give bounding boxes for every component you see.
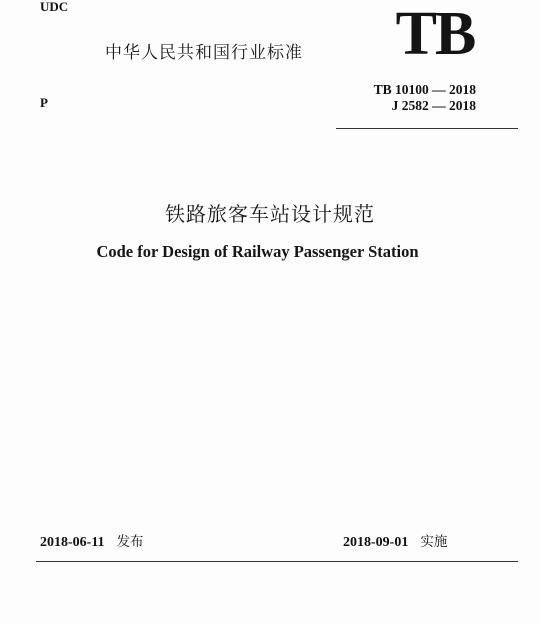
implement-date: 2018-09-01: [343, 535, 409, 550]
issue-date: 2018-06-11: [40, 535, 105, 550]
title-english: Code for Design of Railway Passenger Station: [96, 242, 419, 261]
issue-label: 发布: [116, 534, 144, 550]
implement-label: 实施: [420, 534, 448, 550]
issuer-heading: 中华人民共和国行业标准: [105, 43, 303, 63]
tb-logo: TB: [395, 0, 475, 68]
standard-number: TB 10100 — 2018: [373, 82, 476, 97]
bottom-divider: [36, 561, 518, 562]
udc-label: UDC: [40, 0, 69, 14]
title-chinese: 铁路旅客车站设计规范: [165, 202, 375, 226]
classification-code: P: [40, 95, 48, 110]
issue-date-block: [40, 533, 144, 552]
top-divider: [336, 128, 518, 129]
implement-date-block: [343, 533, 447, 552]
record-number: J 2582 — 2018: [391, 98, 476, 113]
